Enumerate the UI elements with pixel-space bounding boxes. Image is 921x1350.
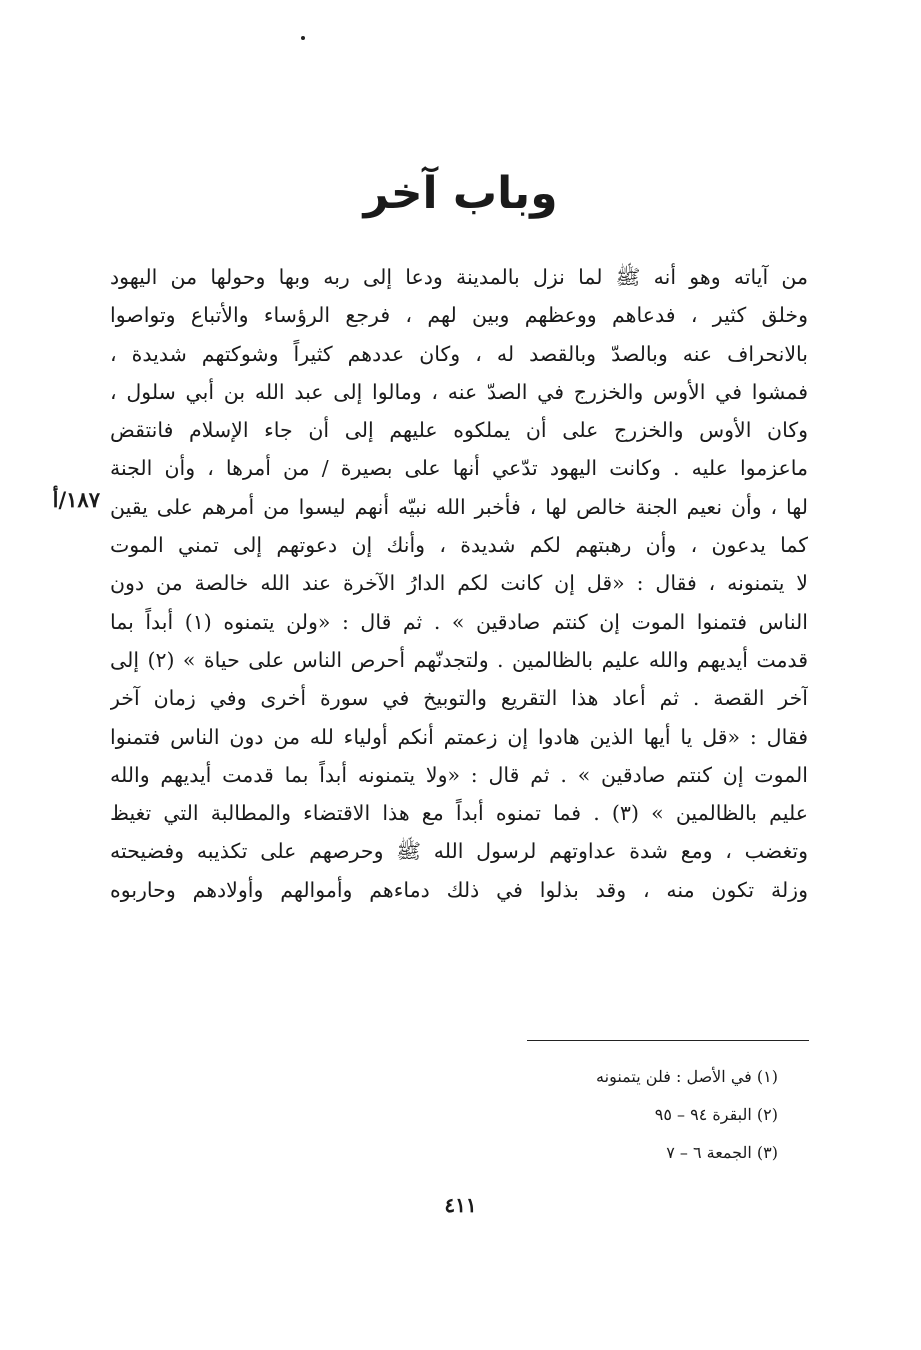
text-line: فقال : «قل يا أيها الذين هادوا إن زعمتم أنكم أولياء لله من دون الناس فتمنوا bbox=[110, 724, 808, 749]
text-line: الموت إن كنتم صادقين » . ثم قال : «ولا يتمنونه أبداً بما قدمت أيديهم والله bbox=[110, 762, 808, 787]
footnote: (٣) الجمعة ٦ – ٧ bbox=[666, 1143, 778, 1162]
text-line: فمشوا في الأوس والخزرج في الصدّ عنه ، ومالوا إلى عبد الله بن أبي سلول ، bbox=[110, 379, 808, 404]
main-text bbox=[110, 258, 808, 909]
page-number: ٤١١ bbox=[444, 1193, 477, 1217]
text-line: الناس فتمنوا الموت إن كنتم صادقين » . ثم قال : «ولن يتمنوه (١) أبداً بما bbox=[110, 609, 808, 634]
text-line: وكان الأوس والخزرج على أن يملكوه عليهم إلى أن جاء الإسلام فانتقض bbox=[110, 418, 808, 443]
text-line: آخر القصة . ثم أعاد هذا التقريع والتوبيخ في سورة أخرى وفي زمان آخر bbox=[110, 686, 808, 711]
text-line: وتغضب ، ومع شدة عداوتهم لرسول الله ﷺ وحرصهم على تكذيبه وفضيحته bbox=[110, 839, 808, 864]
footnote-divider bbox=[527, 1040, 809, 1041]
footnotes bbox=[480, 1058, 778, 1172]
text-line: كما يدعون ، وأن رهبتهم لكم شديدة ، وأنك إن دعوتهم إلى تمني الموت bbox=[110, 533, 808, 558]
ink-dot bbox=[301, 36, 305, 40]
text-line: لها ، وأن نعيم الجنة خالص لها ، فأخبر الله نبيّه أنهم ليسوا من أمرهم على يقين bbox=[110, 494, 808, 519]
footnote: (٢) البقرة ٩٤ – ٩٥ bbox=[654, 1105, 778, 1124]
text-line: وخلق كثير ، فدعاهم ووعظهم وبين لهم ، فرجع الرؤساء والأتباع وتواصوا bbox=[110, 303, 808, 328]
text-line: بالانحراف عنه وبالصدّ وبالقصد له ، وكان عددهم كثيراً وشوكتهم شديدة ، bbox=[110, 341, 808, 366]
text-line: ماعزموا عليه . وكانت اليهود تدّعي أنها على بصيرة / من أمرها ، وأن الجنة bbox=[110, 456, 808, 481]
text-line: لا يتمنونه ، فقال : «قل إن كانت لكم الدارُ الآخرة عند الله خالصة من دون bbox=[110, 571, 808, 596]
text-line: قدمت أيديهم والله عليم بالظالمين . ولتجدنّهم أحرص الناس على حياة » (٢) إلى bbox=[110, 647, 808, 672]
text-line: وزلة تكون منه ، وقد بذلوا في ذلك دماءهم وأموالهم وأولادهم وحاربوه bbox=[110, 877, 808, 902]
chapter-title: وباب آخر bbox=[363, 168, 558, 219]
footnote: (١) في الأصل : فلن يتمنونه bbox=[596, 1067, 778, 1086]
folio-margin-note: ١٨٧/أ bbox=[52, 487, 100, 512]
text-line: عليم بالظالمين » (٣) . فما تمنوه أبداً مع هذا الاقتضاء والمطالبة التي تغيظ bbox=[110, 801, 808, 826]
text-line: من آياته وهو أنه ﷺ لما نزل بالمدينة ودعا إلى ربه وبها وحولها من اليهود bbox=[110, 265, 808, 289]
